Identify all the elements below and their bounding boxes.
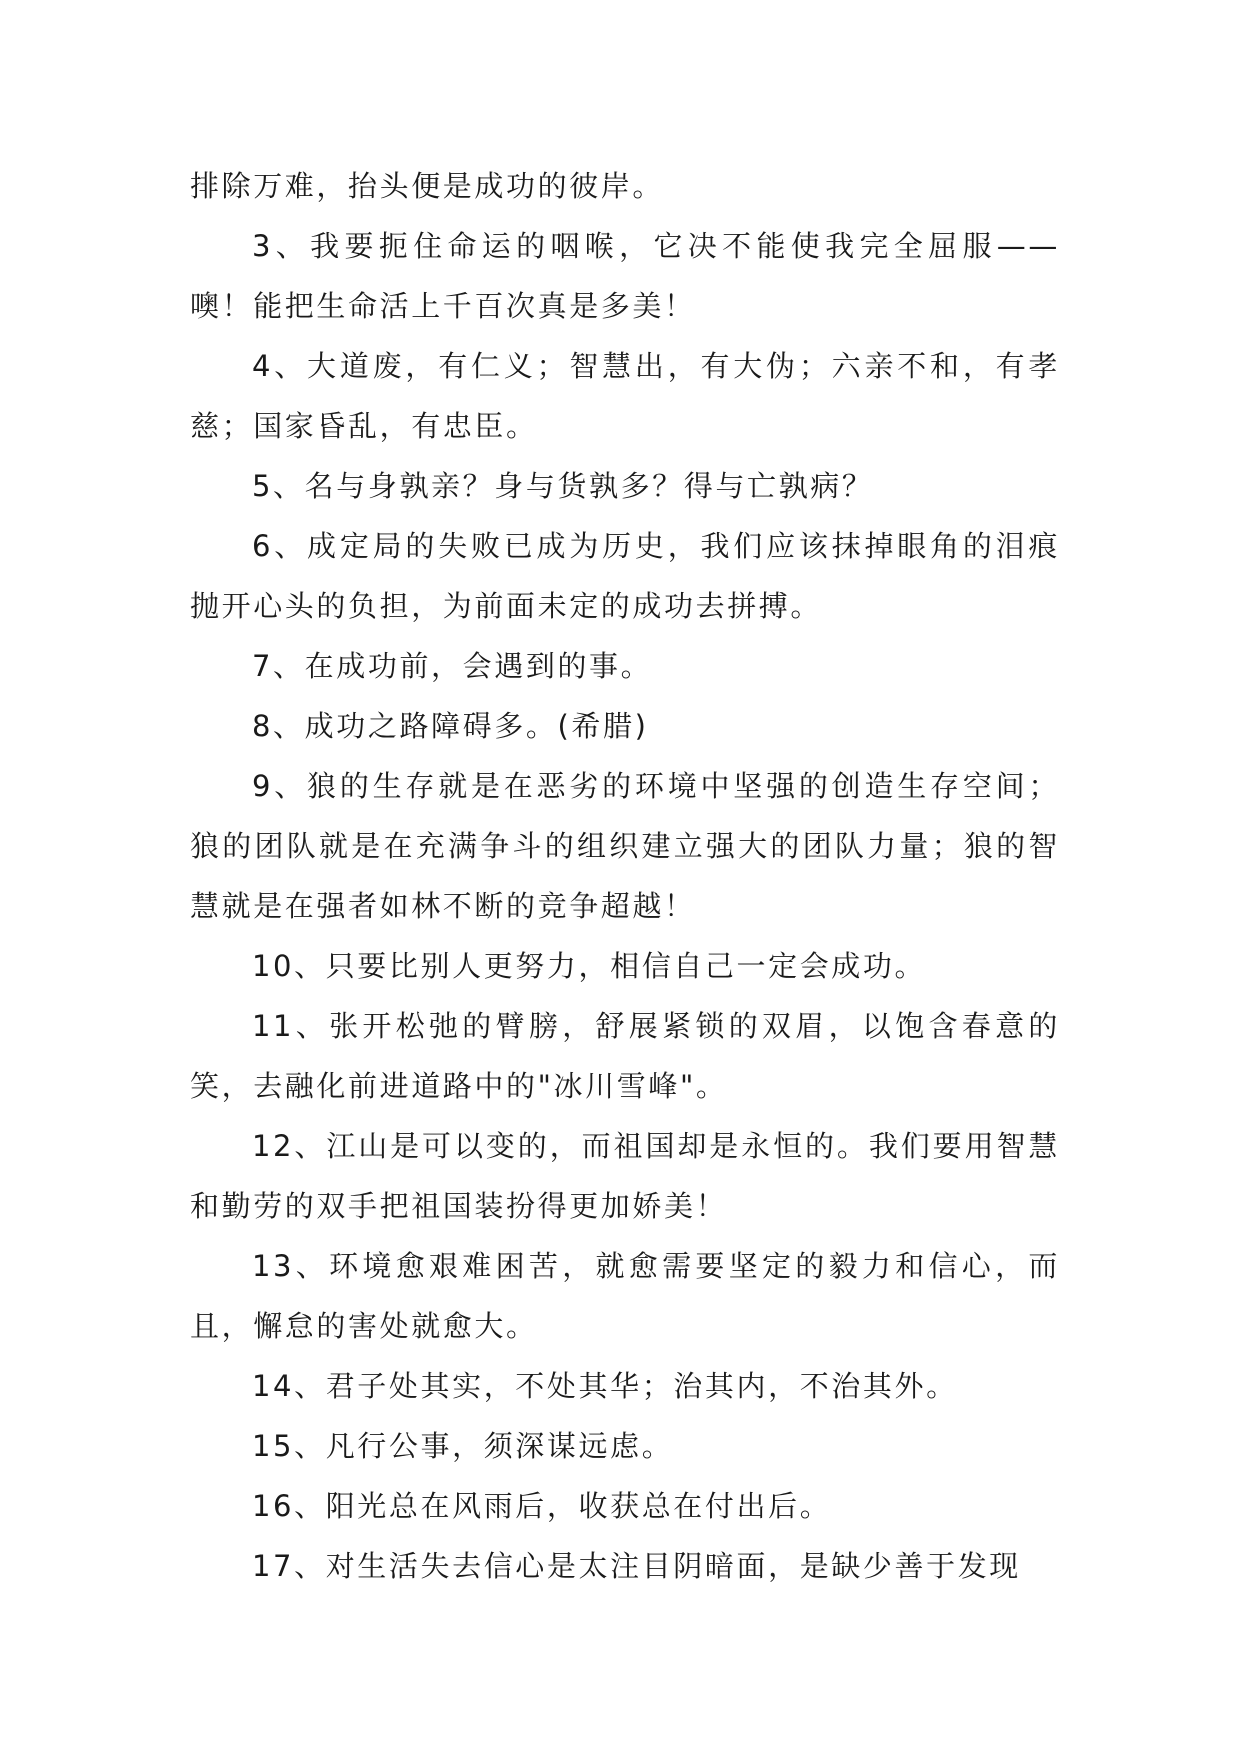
quote-paragraph-6: 6、成定局的失败已成为历史，我们应该抹掉眼角的泪痕抛开心头的负担，为前面未定的成功去拼搏。	[190, 529, 1060, 623]
quote-paragraph-9: 9、狼的生存就是在恶劣的环境中坚强的创造生存空间；狼的团队就是在充满争斗的组织建立强大的团队力量；狼的智慧就是在强者如林不断的竞争超越！	[190, 769, 1060, 923]
quote-paragraph-8: 8、成功之路障碍多。(希腊)	[252, 709, 649, 743]
quote-paragraph-7: 7、在成功前，会遇到的事。	[252, 649, 653, 683]
paragraph-continued: 排除万难，抬头便是成功的彼岸。	[190, 169, 665, 203]
document-body	[190, 156, 1060, 1596]
quote-paragraph-16: 16、阳光总在风雨后，收获总在付出后。	[252, 1489, 832, 1523]
quote-paragraph-5: 5、名与身孰亲？身与货孰多？得与亡孰病？	[252, 469, 874, 503]
quote-paragraph-13: 13、环境愈艰难困苦，就愈需要坚定的毅力和信心，而且，懈怠的害处就愈大。	[190, 1249, 1060, 1343]
quote-paragraph-12: 12、江山是可以变的，而祖国却是永恒的。我们要用智慧和勤劳的双手把祖国装扮得更加娇美！	[190, 1129, 1060, 1223]
quote-paragraph-10: 10、只要比别人更努力，相信自己一定会成功。	[252, 949, 927, 983]
quote-paragraph-4: 4、大道废，有仁义；智慧出，有大伪；六亲不和，有孝慈；国家昏乱，有忠臣。	[190, 349, 1060, 443]
quote-paragraph-17: 17、对生活失去信心是太注目阴暗面，是缺少善于发现	[252, 1549, 1021, 1583]
quote-paragraph-15: 15、凡行公事，须深谋远虑。	[252, 1429, 674, 1463]
quote-paragraph-14: 14、君子处其实，不处其华；治其内，不治其外。	[252, 1369, 958, 1403]
quote-paragraph-3: 3、我要扼住命运的咽喉，它决不能使我完全屈服——噢！能把生命活上千百次真是多美！	[190, 229, 1060, 323]
quote-paragraph-11: 11、张开松弛的臂膀，舒展紧锁的双眉，以饱含春意的笑，去融化前进道路中的"冰川雪峰"。	[190, 1009, 1060, 1103]
